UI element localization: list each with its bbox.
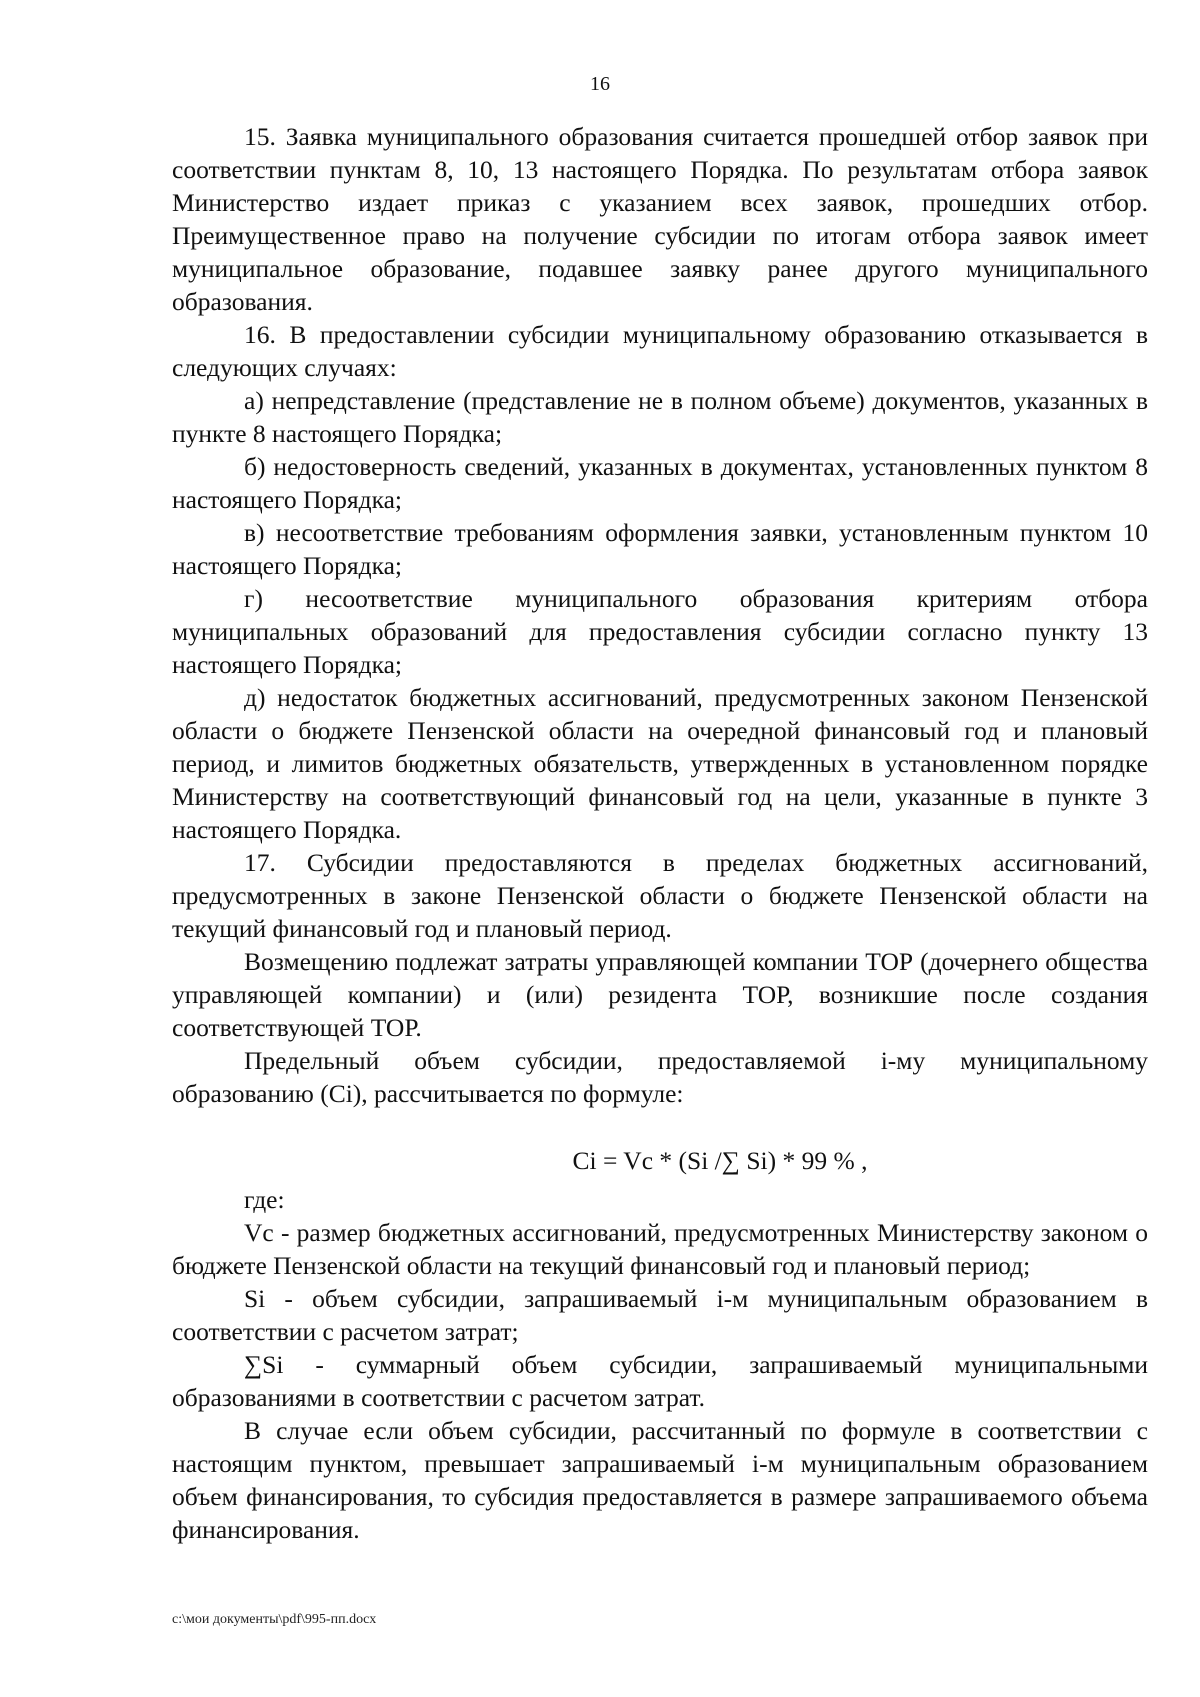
subparagraph-v: в) несоответствие требованиям оформления заявки, установленным пунктом 10 настоящего Порядка; [172,518,1148,580]
definition-sum-si: ∑Si - суммарный объем субсидии, запрашиваемый муниципальными образованиями в соответствии с расчетом затрат. [172,1350,1148,1412]
subparagraph-a: а) непредставление (представление не в полном объеме) документов, указанных в пункте 8 настоящего Порядка; [172,386,1148,448]
paragraph-15: 15. Заявка муниципального образования считается прошедшей отбор заявок при соответствии пунктам 8, 10, 13 настоящего Порядка. По результатам отбора заявок Министерство издает приказ с указанием всех заявок, прошедших отбор. Преимущественное право на получение субсидии по итогам отбора заявок имеет муниципальное образование, подавшее заявку ранее другого муниципального образования. [172,122,1148,316]
where-label: где: [244,1185,285,1214]
paragraph-reimbursement: Возмещению подлежат затраты управляющей компании ТОР (дочернего общества управляющей компании) и (или) резидента ТОР, возникшие после создания соответствующей ТОР. [172,947,1148,1042]
subparagraph-d: д) недостаток бюджетных ассигнований, предусмотренных законом Пензенской области о бюджете Пензенской области на очередной финансовый год и плановый период, и лимитов бюджетных обязательств, утвержденных в установленном порядке Министерству на соответствующий финансовый год на цели, указанные в пункте 3 настоящего Порядка. [172,683,1148,844]
subparagraph-b: б) недостоверность сведений, указанных в документах, установленных пунктом 8 настоящего Порядка; [172,452,1148,514]
subparagraph-g: г) несоответствие муниципального образования критериям отбора муниципальных образований для предоставления субсидии согласно пункту 13 настоящего Порядка; [172,584,1148,679]
definition-vc: Vc - размер бюджетных ассигнований, предусмотренных Министерству законом о бюджете Пензенской области на текущий финансовый год и плановый период; [172,1218,1148,1280]
subsidy-formula: Ci = Vc * (Si /∑ Si) * 99 % , [572,1146,868,1175]
paragraph-17: 17. Субсидии предоставляются в пределах бюджетных ассигнований, предусмотренных в законе Пензенской области о бюджете Пензенской области на текущий финансовый год и плановый период. [172,848,1148,943]
definition-si: Si - объем субсидии, запрашиваемый i-м муниципальным образованием в соответствии с расчетом затрат; [172,1284,1148,1346]
paragraph-16: 16. В предоставлении субсидии муниципальному образованию отказывается в следующих случаях: [172,320,1148,382]
document-body [172,120,1148,1546]
page-number: 16 [590,73,610,95]
footer-file-path: c:\мои документы\pdf\995-пп.docx [172,1612,377,1627]
paragraph-subsidy-limit: Предельный объем субсидии, предоставляемой i-му муниципальному образованию (Ci), рассчитывается по формуле: [172,1046,1148,1108]
paragraph-excess-case: В случае если объем субсидии, рассчитанный по формуле в соответствии с настоящим пунктом, превышает запрашиваемый i-м муниципальным образованием объем финансирования, то субсидия предоставляется в размере запрашиваемого объема финансирования. [172,1416,1148,1544]
